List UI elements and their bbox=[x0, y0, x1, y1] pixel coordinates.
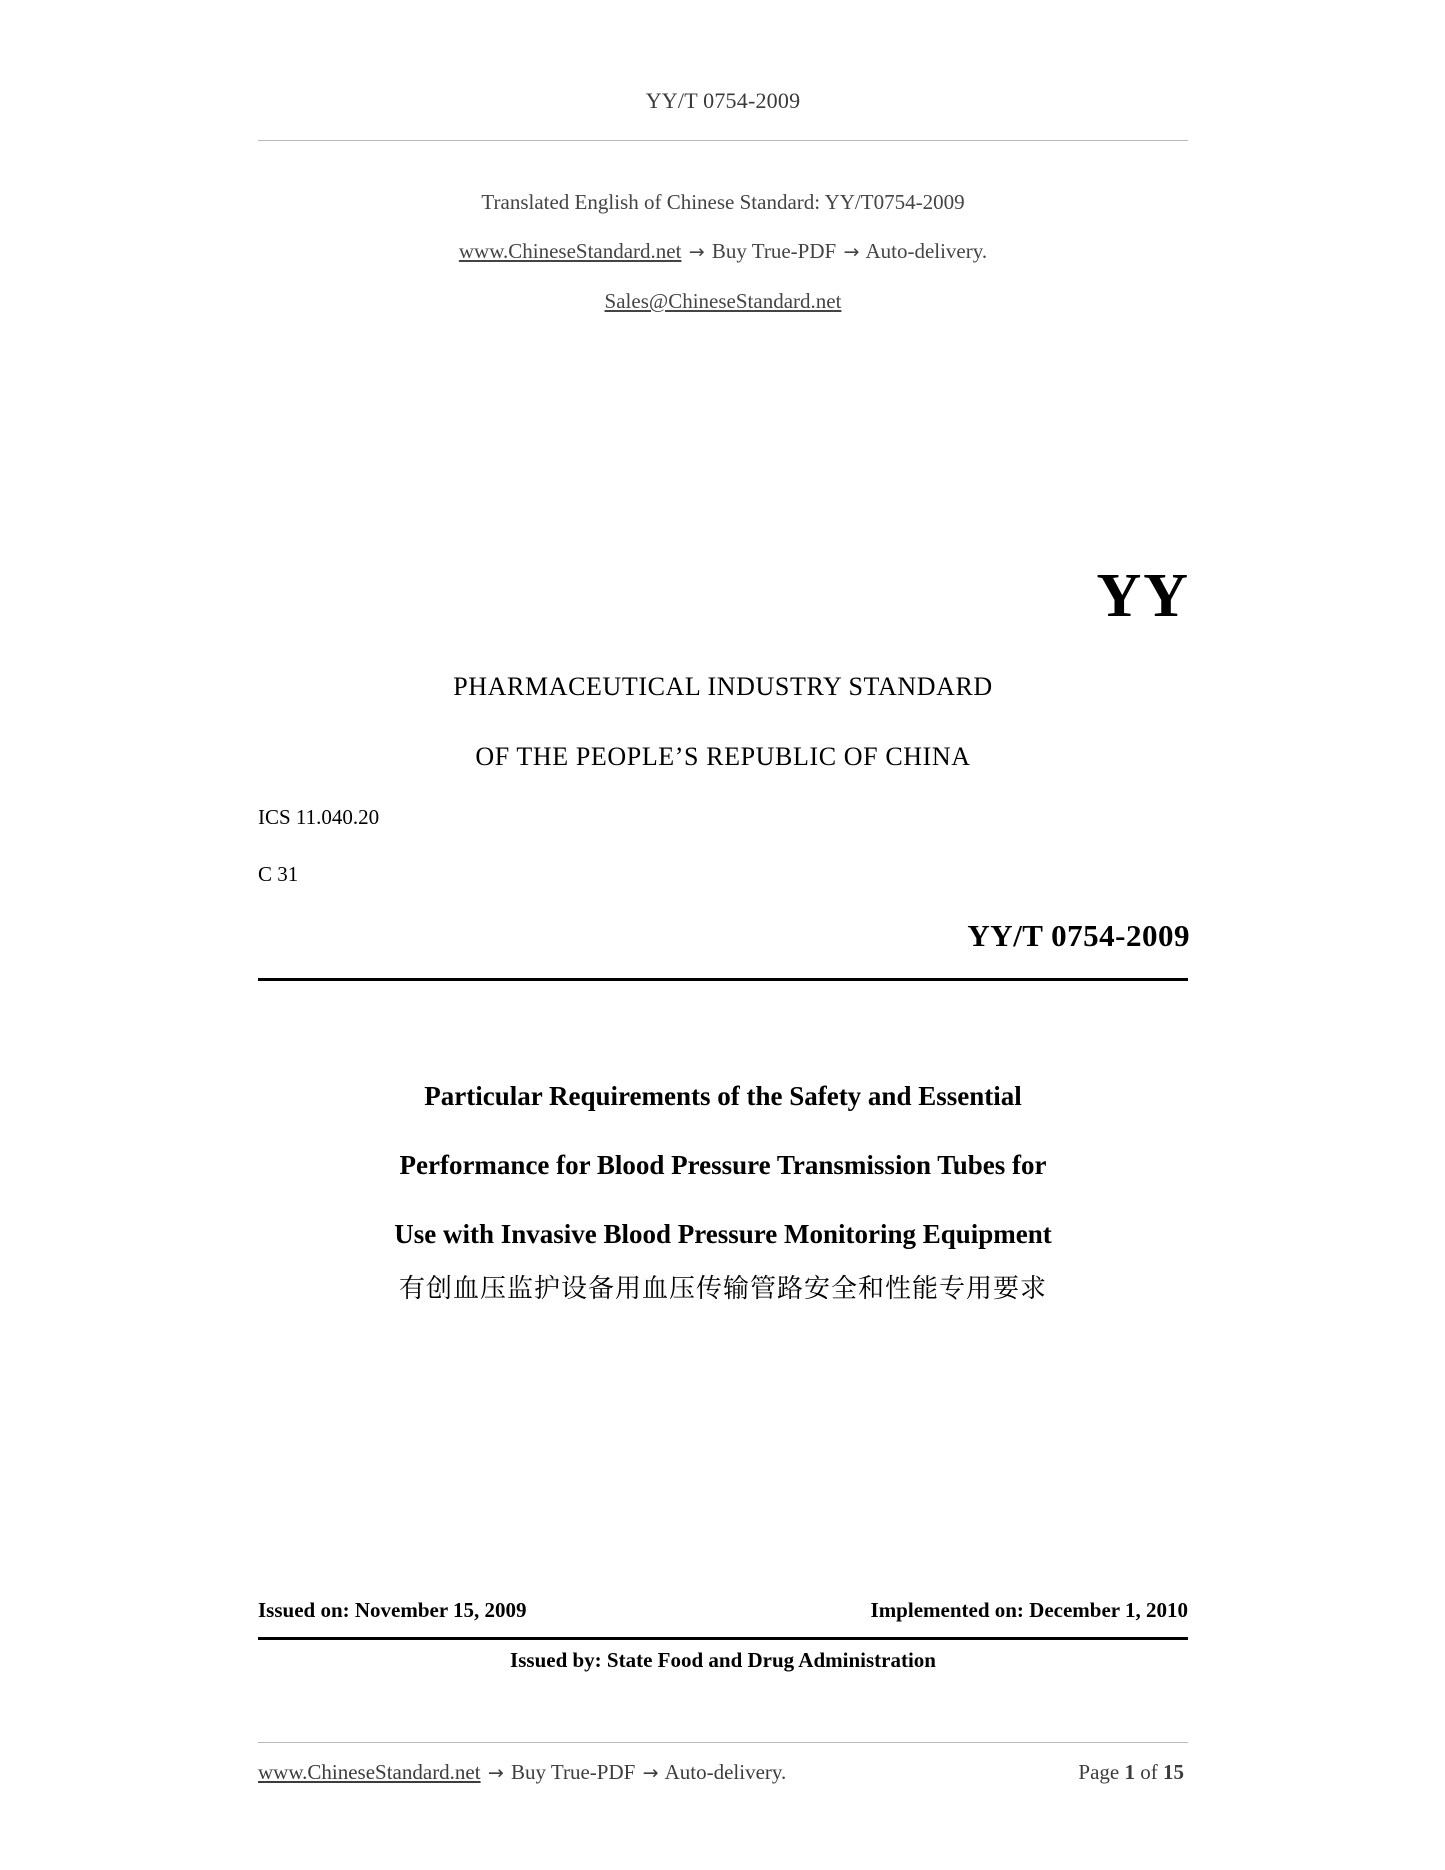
promo-line-translated: Translated English of Chinese Standard: YY/T0754-2009 bbox=[481, 190, 965, 214]
page-footer bbox=[258, 1760, 1188, 1785]
footer-promo bbox=[258, 1760, 1078, 1785]
issue-dates-row bbox=[258, 1598, 1188, 1623]
title-en-line-2: Performance for Blood Pressure Transmission Tubes for bbox=[399, 1150, 1047, 1180]
arrow-right-icon: → bbox=[688, 241, 705, 263]
footer-divider bbox=[258, 1742, 1188, 1743]
promo-site-link[interactable]: www.ChineseStandard.net bbox=[458, 239, 682, 263]
title-en-line-1: Particular Requirements of the Safety and Essential bbox=[424, 1081, 1022, 1111]
header-divider bbox=[258, 140, 1188, 141]
implemented-on-label: Implemented on: December 1, 2010 bbox=[870, 1598, 1188, 1622]
page-number: 1 bbox=[1124, 1760, 1135, 1784]
classification-code: C 31 bbox=[258, 862, 299, 886]
footer-delivery-label: Auto-delivery. bbox=[664, 1760, 787, 1784]
of-word: of bbox=[1140, 1760, 1158, 1784]
promo-buy-label[interactable]: Buy True-PDF bbox=[711, 239, 837, 263]
page-word: Page bbox=[1078, 1760, 1120, 1784]
footer-site-link[interactable]: www.ChineseStandard.net bbox=[258, 1760, 481, 1784]
page-header bbox=[258, 88, 1188, 114]
issuing-authority: Issued by: State Food and Drug Administration bbox=[510, 1648, 936, 1672]
promo-block bbox=[258, 178, 1188, 326]
promo-email-link[interactable]: Sales@ChineseStandard.net bbox=[604, 289, 842, 313]
document-title-chinese: 有创血压监护设备用血压传输管路安全和性能专用要求 bbox=[398, 1274, 1047, 1304]
promo-line-links bbox=[258, 227, 1188, 277]
issued-on-label: Issued on: November 15, 2009 bbox=[258, 1598, 527, 1622]
organization-line-2: OF THE PEOPLE’S REPUBLIC OF CHINA bbox=[475, 742, 971, 771]
promo-delivery-label: Auto-delivery. bbox=[865, 239, 988, 263]
standard-number: YY/T 0754-2009 bbox=[967, 918, 1190, 953]
organization-line-1: PHARMACEUTICAL INDUSTRY STANDARD bbox=[453, 672, 993, 701]
arrow-right-icon-3: → bbox=[487, 1762, 504, 1784]
dates-divider bbox=[258, 1637, 1188, 1640]
footer-buy-label[interactable]: Buy True-PDF bbox=[511, 1760, 636, 1784]
title-top-rule bbox=[258, 978, 1188, 981]
yy-logo-text: YY bbox=[1096, 562, 1190, 630]
page-total: 15 bbox=[1163, 1760, 1184, 1784]
running-head-title: YY/T 0754-2009 bbox=[645, 88, 801, 113]
arrow-right-icon-4: → bbox=[642, 1762, 659, 1784]
document-title-english bbox=[258, 1062, 1188, 1269]
arrow-right-icon-2: → bbox=[843, 241, 860, 263]
promo-line-email bbox=[258, 277, 1188, 326]
page-indicator bbox=[1078, 1760, 1188, 1785]
title-en-line-3: Use with Invasive Blood Pressure Monitoring Equipment bbox=[394, 1219, 1052, 1249]
ics-code: ICS 11.040.20 bbox=[258, 805, 380, 829]
